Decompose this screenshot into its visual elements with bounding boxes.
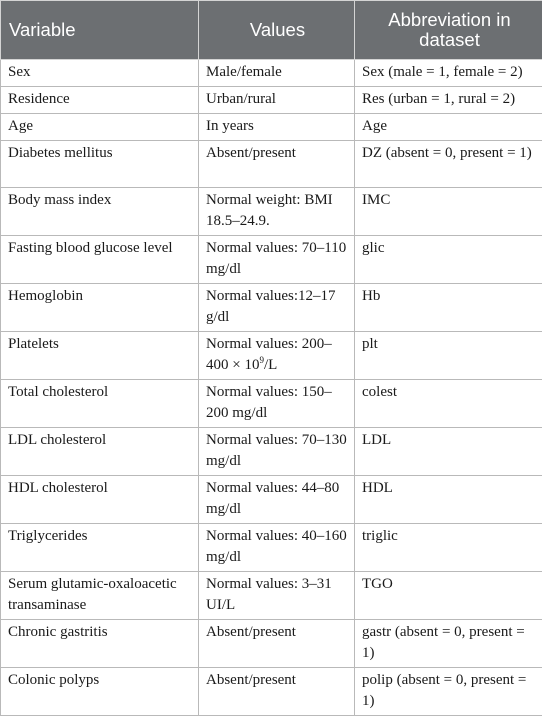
cell-values: Absent/present xyxy=(199,141,355,188)
cell-variable: LDL cholesterol xyxy=(1,428,199,476)
table-row xyxy=(1,380,542,428)
cell-values: Urban/rural xyxy=(199,87,355,114)
cell-abbreviation: glic xyxy=(355,236,542,284)
cell-variable: Sex xyxy=(1,60,199,87)
cell-variable: Hemoglobin xyxy=(1,284,199,332)
cell-variable: Fasting blood glucose level xyxy=(1,236,199,284)
cell-abbreviation: triglic xyxy=(355,524,542,572)
cell-abbreviation: plt xyxy=(355,332,542,380)
cell-values: Normal values: 40–160 mg/dl xyxy=(199,524,355,572)
header-values: Values xyxy=(199,1,355,60)
cell-variable: Colonic polyps xyxy=(1,668,199,716)
table-row xyxy=(1,60,542,87)
cell-values-text: Normal values: 200–400 × 10 xyxy=(206,336,332,373)
cell-values-suffix: /L xyxy=(264,357,277,373)
cell-abbreviation: IMC xyxy=(355,188,542,236)
cell-values: Normal values: 150–200 mg/dl xyxy=(199,380,355,428)
table-row xyxy=(1,87,542,114)
cell-abbreviation: colest xyxy=(355,380,542,428)
cell-variable: Platelets xyxy=(1,332,199,380)
header-row xyxy=(1,1,542,60)
cell-values: In years xyxy=(199,114,355,141)
cell-abbreviation: Hb xyxy=(355,284,542,332)
cell-values: Normal values: 70–130 mg/dl xyxy=(199,428,355,476)
cell-variable: Chronic gastritis xyxy=(1,620,199,668)
cell-variable: Diabetes mellitus xyxy=(1,141,199,188)
table-row xyxy=(1,141,542,188)
cell-values: Normal values: 44–80 mg/dl xyxy=(199,476,355,524)
cell-abbreviation: HDL xyxy=(355,476,542,524)
table-row xyxy=(1,428,542,476)
cell-abbreviation: gastr (absent = 0, present = 1) xyxy=(355,620,542,668)
table-body xyxy=(1,60,542,716)
header-variable: Variable xyxy=(1,1,199,60)
header-abbreviation: Abbreviation in dataset xyxy=(355,1,542,60)
cell-variable: Age xyxy=(1,114,199,141)
table-row xyxy=(1,332,542,380)
cell-variable: Body mass index xyxy=(1,188,199,236)
cell-values xyxy=(199,332,355,380)
cell-values: Normal values: 70–110 mg/dl xyxy=(199,236,355,284)
table-row xyxy=(1,620,542,668)
table-row xyxy=(1,236,542,284)
cell-variable: Serum glutamic-oxaloacetic transaminase xyxy=(1,572,199,620)
cell-abbreviation: polip (absent = 0, present = 1) xyxy=(355,668,542,716)
cell-values-superscript: 9 xyxy=(259,355,264,365)
table-row xyxy=(1,572,542,620)
cell-values: Absent/present xyxy=(199,668,355,716)
table-row xyxy=(1,188,542,236)
cell-variable: HDL cholesterol xyxy=(1,476,199,524)
cell-abbreviation: Res (urban = 1, rural = 2) xyxy=(355,87,542,114)
cell-values: Male/female xyxy=(199,60,355,87)
table-row xyxy=(1,524,542,572)
cell-abbreviation: Sex (male = 1, female = 2) xyxy=(355,60,542,87)
cell-abbreviation: DZ (absent = 0, present = 1) xyxy=(355,141,542,188)
table-row xyxy=(1,668,542,716)
table-row xyxy=(1,114,542,141)
cell-values: Normal weight: BMI 18.5–24.9. xyxy=(199,188,355,236)
cell-values: Normal values: 3–31 UI/L xyxy=(199,572,355,620)
cell-abbreviation: LDL xyxy=(355,428,542,476)
cell-abbreviation: Age xyxy=(355,114,542,141)
cell-abbreviation: TGO xyxy=(355,572,542,620)
cell-variable: Residence xyxy=(1,87,199,114)
cell-variable: Triglycerides xyxy=(1,524,199,572)
table-header xyxy=(1,1,542,60)
table-row xyxy=(1,284,542,332)
table-row xyxy=(1,476,542,524)
cell-values: Normal values:12–17 g/dl xyxy=(199,284,355,332)
cell-values: Absent/present xyxy=(199,620,355,668)
cell-variable: Total cholesterol xyxy=(1,380,199,428)
